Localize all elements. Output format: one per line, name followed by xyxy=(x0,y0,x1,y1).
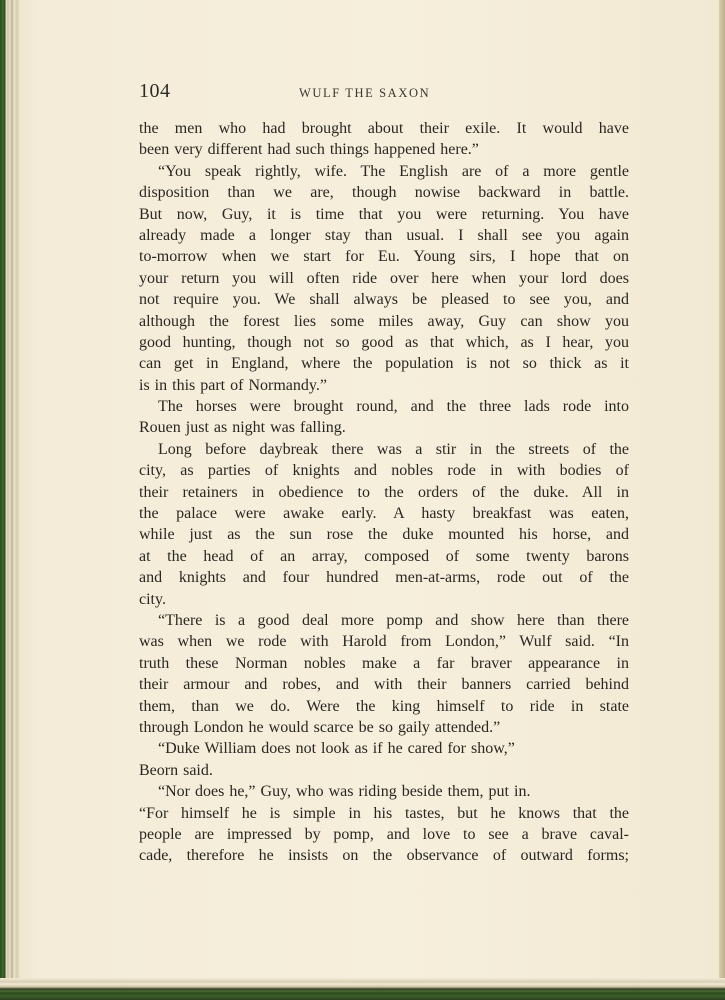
text-line: them, than we do. Were the king himself to ride in state xyxy=(139,697,629,715)
text-line: can get in England, where the population is not so thick as it xyxy=(139,355,629,373)
text-line: “Duke William does not look as if he cared for show,” xyxy=(158,740,515,758)
text-line: been very different had such things happened here.” xyxy=(139,141,479,159)
text-line: “You speak rightly, wife. The English are of a more gentle xyxy=(158,162,629,180)
text-line: But now, Guy, it is time that you were returning. You have xyxy=(139,205,629,223)
text-line: Beorn said. xyxy=(139,761,213,779)
text-line: Long before daybreak there was a stir in the streets of the xyxy=(158,440,629,458)
text-line: truth these Norman nobles make a far braver appearance in xyxy=(139,654,629,672)
text-line: Rouen just as night was falling. xyxy=(139,419,346,437)
page-number: 104 xyxy=(139,80,171,102)
text-line: people are impressed by pomp, and love to see a brave caval- xyxy=(139,825,629,843)
text-line: disposition than we are, though nowise backward in battle. xyxy=(139,184,629,202)
text-line: city. xyxy=(139,590,166,608)
text-line: is in this part of Normandy.” xyxy=(139,376,327,394)
text-line: at the head of an array, composed of some twenty barons xyxy=(139,547,629,565)
running-title: WULF THE SAXON xyxy=(299,86,431,100)
page-right-edge xyxy=(719,0,725,1000)
text-line: their retainers in obedience to the orders of the duke. All in xyxy=(139,483,629,501)
text-line: was when we rode with Harold from London,” Wulf said. “In xyxy=(139,633,629,651)
text-line: while just as the sun rose the duke mounted his horse, and xyxy=(139,526,629,544)
book-binding-edge xyxy=(0,0,22,1000)
text-line: their armour and robes, and with their banners carried behind xyxy=(139,676,629,694)
text-line: not require you. We shall always be pleased to see you, and xyxy=(139,291,629,309)
text-line: “For himself he is simple in his tastes, but he knows that the xyxy=(139,804,629,822)
body-text xyxy=(139,118,629,867)
text-line: “There is a good deal more pomp and show here than there xyxy=(158,611,629,629)
text-line: through London he would scarce be so gaily attended.” xyxy=(139,718,501,736)
text-line: The horses were brought round, and the three lads rode into xyxy=(158,398,629,416)
text-line: good hunting, though not so good as that which, as I hear, you xyxy=(139,333,629,351)
text-line: your return you will often ride over here when your lord does xyxy=(139,269,629,287)
page-bottom-edge xyxy=(0,978,725,1000)
text-line: and knights and four hundred men-at-arms, rode out of the xyxy=(139,569,629,587)
text-line: the palace were awake early. A hasty breakfast was eaten, xyxy=(139,505,629,523)
text-line: “Nor does he,” Guy, who was riding beside them, put in. xyxy=(158,783,531,801)
page-header xyxy=(139,80,629,106)
text-line: already made a longer stay than usual. I shall see you again xyxy=(139,226,629,244)
text-line: although the forest lies some miles away, Guy can show you xyxy=(139,312,629,330)
text-line: to-morrow when we start for Eu. Young sirs, I hope that on xyxy=(139,248,629,266)
text-line: cade, therefore he insists on the observance of outward forms; xyxy=(139,847,629,865)
text-line: the men who had brought about their exile. It would have xyxy=(139,120,629,137)
text-line: city, as parties of knights and nobles rode in with bodies of xyxy=(139,462,629,480)
